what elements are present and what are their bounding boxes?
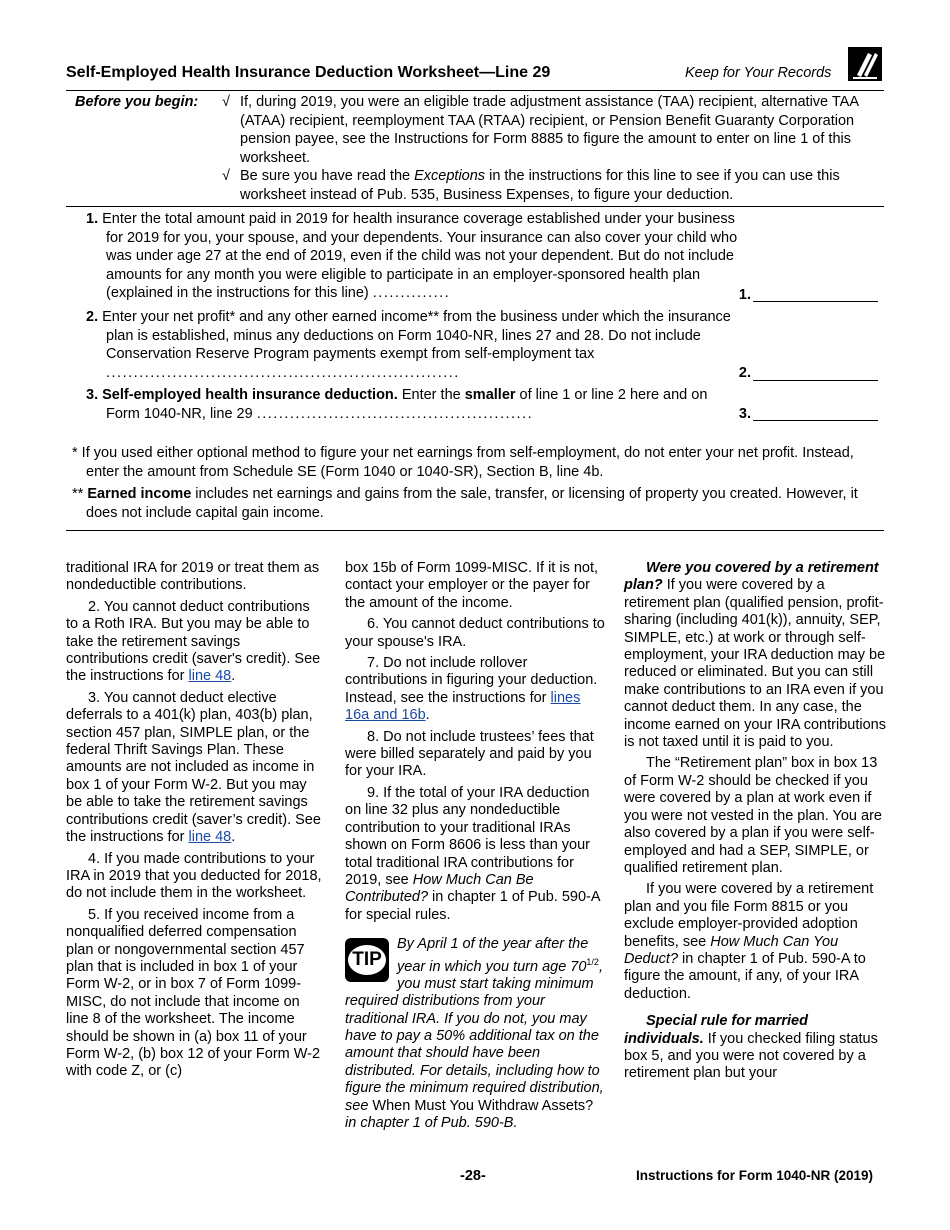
worksheet-line-3: 3. Self-employed health insurance deduction. Enter the smaller of line 1 or line 2 here and on Form 1040-NR, line 29 .................................................. 3. (86, 386, 886, 423)
line-label: 1. (738, 287, 751, 303)
line-text: Enter the (397, 387, 465, 403)
keep-records-note: Keep for Your Records (685, 65, 832, 81)
paragraph: traditional IRA for 2019 or treat them as nondeductible contributions. (66, 560, 320, 594)
line-number: 1. (86, 211, 99, 227)
divider (66, 90, 884, 91)
paragraph: 4. If you made contributions to your IRA in 2019 that you deducted for 2018, do not include them in the worksheet. (66, 850, 322, 902)
paragraph (624, 881, 886, 1003)
check-item (220, 167, 885, 204)
line-number: 3. (86, 387, 99, 403)
paragraph (345, 785, 607, 924)
check-item (220, 93, 885, 167)
line-48-link[interactable]: line 48 (188, 829, 232, 846)
section-heading: Were you covered by a retirement plan? (624, 560, 879, 594)
check-item-emphasis: Exceptions (414, 168, 486, 185)
line-label: 3. (738, 406, 751, 422)
paragraph: 3. You cannot deduct elective deferrals to a 401(k) plan, 403(b) plan, section 457 plan, SIMPLE plan, or the federal Thrift Savings Plan. These amounts are not included as income in box 1 of your Form W-2. But you may be able to take the retirement savings contributions credit (saver’s credit). See the instructions for line 48. (66, 689, 321, 846)
footnote-earned-income (72, 485, 886, 522)
line-heading: Self-employed health insurance deduction. (102, 387, 398, 403)
tip-text: By April 1 of the year after the year in which you turn age 70 (397, 936, 589, 975)
footer-title: Instructions for Form 1040-NR (2019) (636, 1168, 874, 1183)
checkmark-icon: √ (222, 168, 230, 185)
tip-text: in chapter 1 of Pub. 590-B. (345, 1115, 518, 1132)
paragraph-emphasis: How Much Can Be Contributed? (345, 871, 534, 906)
worksheet-line-1: 1. Enter the total amount paid in 2019 for health insurance coverage established under your business for 2019 for you, your spouse, and your dependents. Your insurance can also cover your child who was under age 27 at the end of 2019, even if the child was not your dependent. But do not include amounts for any month you were eligible to participate in an employer-sponsored health plan (explained in the instructions for this line) .............. 1. (86, 210, 886, 303)
paragraph-text: If you checked filing status box 5, and you were not covered by a retirement plan but your (624, 1030, 878, 1082)
section-heading: Special rule for married individuals. (624, 1013, 808, 1047)
paragraph (624, 560, 886, 751)
check-item-text: in the instructions for this line to see if you can use this worksheet instead of Pub. 535, Business Expenses, to figure your deduction. (240, 168, 840, 203)
column-1 (66, 560, 324, 1085)
check-item-text: If, during 2019, you were an eligible trade adjustment assistance (TAA) recipient, alternative TAA (ATAA) recipient, reemployment TAA (RTAA) recipient, or Pension Benefit Guaranty Corporation pension payee, see the Instructions for Form 8885 to figure the amount to enter on line 1 of this worksheet. (240, 94, 859, 166)
tip-fraction: 1/2 (586, 956, 599, 967)
divider (66, 206, 884, 207)
line-text: of line 1 or line 2 here and on Form 1040-NR, line 29 (106, 387, 708, 422)
before-you-begin-box (220, 93, 885, 205)
check-item-text: Be sure you have read the (240, 168, 415, 185)
paragraph: box 15b of Form 1099-MISC. If it is not, contact your employer or the payer for the amount of the income. (345, 560, 599, 611)
checkmark-icon: √ (222, 94, 230, 110)
before-you-begin-label: Before you begin: (75, 94, 199, 110)
tip-label: TIP (348, 945, 386, 975)
paragraph-text: in chapter 1 of Pub. 590-A for special rules. (345, 889, 600, 923)
paragraph-text: in chapter 1 of Pub. 590-A to figure the amount, if any, of your IRA deduction. (624, 950, 866, 1002)
paragraph-text: 2. You cannot deduct contributions to a Roth IRA. But you may be able to take the retirement savings contributions credit (saver's credit). See the instructions for (66, 598, 321, 685)
paragraph-text: 9. If the total of your IRA deduction on line 32 plus any nondeductible contribution to your traditional IRAs shown on Form 8606 is less than your total traditional IRA contributions for 2019, see (345, 784, 591, 888)
paragraph-text: If you were covered by a retirement plan and you file Form 8815 or you exclude employer-provided adoption benefits, see (624, 881, 874, 950)
paragraph: The “Retirement plan” box in box 13 of Form W-2 should be checked if you were covered by a plan at work even if you were not vested in the plan. You are also covered by a plan if you were self-employed and had a SEP, SIMPLE, or qualified retirement plan. (624, 755, 882, 876)
line-2-amount-field[interactable] (753, 363, 878, 381)
paragraph: 7. Do not include rollover contributions in figuring your deduction. Instead, see the instructions for lines 16a and 16b. (345, 655, 598, 724)
line-3-amount-field[interactable] (753, 403, 878, 421)
line-text: Enter your net profit* and any other earned income** from the business under which the insurance plan is established, minus any deductions on Form 1040-NR, lines 27 and 28. Do not include Conservation Reserve Program payments exempt from self-employment tax (102, 309, 731, 363)
tip-icon (345, 938, 389, 982)
paragraph-emphasis: How Much Can You Deduct? (624, 933, 839, 967)
column-2 (345, 560, 607, 1132)
divider (66, 530, 884, 531)
worksheet-title: Self-Employed Health Insurance Deduction Worksheet—Line 29 (66, 64, 551, 81)
tip-text: , you must start taking minimum required distributions from your traditional IRA. If you do not, you may have to pay a 50% additional tax on the amount that should have been distributed. For details, including how to figure the minimum required distribution, see (345, 958, 604, 1114)
worksheet-line-2: 2. Enter your net profit* and any other earned income** from the business under which the insurance plan is established, minus any deductions on Form 1040-NR, lines 27 and 28. Do not include Conservation Reserve Program payments exempt from self-employment tax ................................................................ 2. (86, 308, 886, 382)
tip-reference: When Must You Withdraw Assets? (372, 1097, 594, 1114)
footnote-text: includes net earnings and gains from the sale, transfer, or licensing of property you created. However, it does not include capital gain income. (86, 486, 858, 521)
paragraph: 2. You cannot deduct contributions to a Roth IRA. But you may be able to take the retirement savings contributions credit (saver's credit). See the instructions for line 48. (66, 598, 321, 685)
footnote-net-profit: * If you used either optional method to figure your net earnings from self-employment, do not enter your net profit. Instead, enter the amount from Schedule SE (Form 1040 or 1040-SR), Section B, line 4b. (72, 445, 854, 480)
paragraph-text: If you were covered by a retirement plan (qualified pension, profit-sharing (including 401(k)), annuity, SEP, SIMPLE, etc.) at work or through self-employment, your IRA deduction may be reduced or eliminated. But you can still make contributions to an IRA even if you cannot deduct them. In any case, the income earned on your IRA contributions is not taxed until it is paid to you. (624, 577, 886, 751)
paragraph-text: 3. You cannot deduct elective deferrals to a 401(k) plan, 403(b) plan, section 457 plan, SIMPLE plan, or the federal Thrift Savings Plan. These amounts are not included as income in box 1 of your Form W-2. But you may be able to take the retirement savings contributions credit (saver’s credit). See the instructions for (66, 689, 321, 846)
tip-box (345, 936, 607, 1132)
paragraph: 5. If you received income from a nonqualified deferred compensation plan or nongovernmental section 457 plan that is included in box 1 of your Form W-2, or in box 7 of Form 1099-MISC, do not include that income on line 8 of the worksheet. The income should be shown in (a) box 11 of your Form W-2, (b) box 12 of your Form W-2 with code Z, or (c) (66, 906, 321, 1080)
column-3 (624, 560, 886, 1087)
paragraph: 8. Do not include trustees’ fees that were billed separately and paid by you for your IRA. (345, 728, 594, 780)
line-48-link[interactable]: line 48 (188, 668, 232, 685)
line-1-amount-field[interactable] (753, 284, 878, 302)
lines-16a-16b-link[interactable]: lines 16a and 16b (345, 689, 581, 724)
line-text: Enter the total amount paid in 2019 for health insurance coverage established under your business for 2019 for you, your spouse, and your dependents. Your insurance can also cover your child who was under age 27 at the end of 2019, even if the child was not your dependent. But do not include amounts for any month you were eligible to participate in an employer-sponsored health plan (explained in the instructions for this line) (102, 211, 738, 302)
paragraph-text: 7. Do not include rollover contributions in figuring your deduction. Instead, see the instructions for (345, 655, 598, 706)
footnote-marker: ** (72, 486, 88, 502)
line-emphasis: smaller (464, 387, 516, 403)
line-label: 2. (738, 365, 751, 381)
line-number: 2. (86, 309, 99, 325)
paragraph: 6. You cannot deduct contributions to your spouse's IRA. (345, 616, 605, 650)
page-number: -28- (460, 1168, 486, 1184)
paragraph (624, 1013, 886, 1083)
footnote-term: Earned income (87, 486, 192, 502)
pen-icon (848, 47, 882, 81)
